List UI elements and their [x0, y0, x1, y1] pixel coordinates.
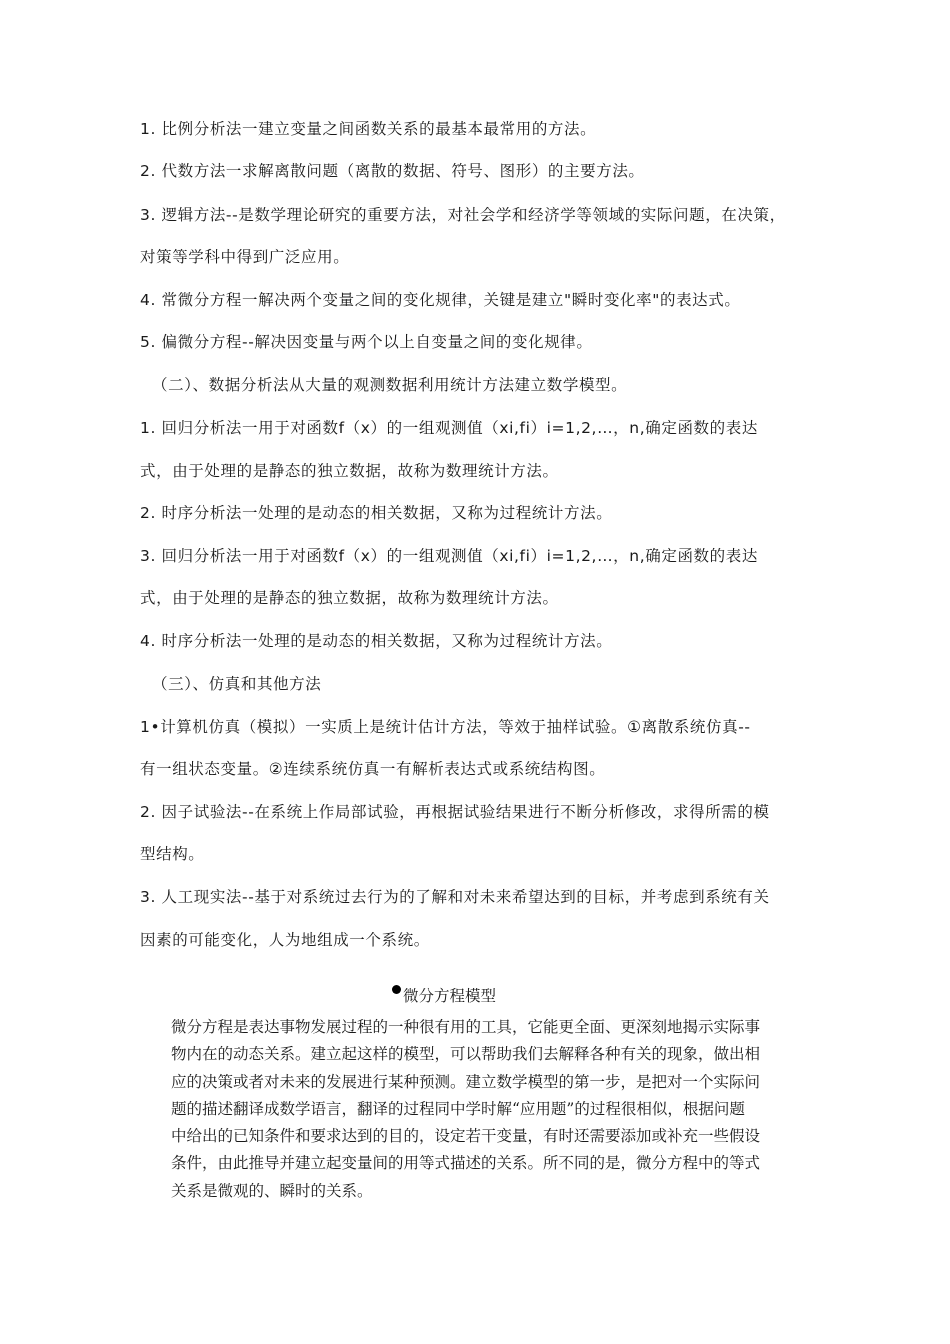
- list-item-continuation: 对策等学科中得到广泛应用。: [140, 248, 350, 266]
- list-item: 1•计算机仿真（模拟）一实质上是统计估计方法，等效于抽样试验。①离散系统仿真--: [140, 718, 751, 736]
- list-item: 5. 偏微分方程--解决因变量与两个以上自变量之间的变化规律。: [140, 333, 593, 351]
- section-title: [392, 985, 496, 1007]
- list-item-continuation: 式，由于处理的是静态的独立数据，故称为数理统计方法。: [140, 462, 559, 480]
- paragraph-line: 条件，由此推导并建立起变量间的用等式描述的关系。所不同的是，微分方程中的等式: [171, 1154, 761, 1173]
- list-item: 3. 逻辑方法--是数学理论研究的重要方法，对社会学和经济学等领域的实际问题，在决策，: [140, 206, 786, 224]
- section-heading: （三）、仿真和其他方法: [152, 675, 322, 693]
- section-paragraph: [171, 1014, 821, 1205]
- paragraph-line: 中给出的已知条件和要求达到的目的，设定若干变量，有时还需要添加或补充一些假设: [171, 1127, 761, 1146]
- list-item-continuation: 因素的可能变化，人为地组成一个系统。: [140, 931, 430, 949]
- list-item: 4. 常微分方程一解决两个变量之间的变化规律，关键是建立"瞬时变化率"的表达式。: [140, 291, 741, 309]
- list-item: 2. 代数方法一求解离散问题（离散的数据、符号、图形）的主要方法。: [140, 162, 645, 180]
- list-item: 1. 回归分析法一用于对函数f（x）的一组观测值（xi,fi）i=1,2,…，n,确定函数的表达: [140, 419, 758, 437]
- list-item-continuation: 有一组状态变量。②连续系统仿真一有解析表达式或系统结构图。: [140, 760, 606, 778]
- list-item: 2. 因子试验法--在系统上作局部试验，再根据试验结果进行不断分析修改，求得所需的模: [140, 803, 770, 821]
- list-item: 3. 人工现实法--基于对系统过去行为的了解和对未来希望达到的目标，并考虑到系统有关: [140, 888, 770, 906]
- paragraph-line: 关系是微观的、瞬时的关系。: [171, 1181, 373, 1200]
- paragraph-line: 题的描述翻译成数学语言，翻译的过程同中学时解“应用题”的过程很相似，根据问题: [171, 1099, 745, 1118]
- paragraph-line: 微分方程是表达事物发展过程的一种很有用的工具，它能更全面、更深刻地揭示实际事: [171, 1018, 761, 1036]
- list-item: 3. 回归分析法一用于对函数f（x）的一组观测值（xi,fi）i=1,2,…，n,确定函数的表达: [140, 547, 758, 565]
- section-heading: （二）、数据分析法从大量的观测数据利用统计方法建立数学模型。: [152, 376, 628, 394]
- list-item-continuation: 型结构。: [140, 845, 205, 863]
- bullet-icon: [392, 985, 401, 994]
- list-item: 1. 比例分析法一建立变量之间函数关系的最基本最常用的方法。: [140, 120, 597, 138]
- section-title-text: 微分方程模型: [403, 987, 497, 1005]
- list-item: 4. 时序分析法一处理的是动态的相关数据，又称为过程统计方法。: [140, 632, 613, 650]
- list-item-continuation: 式，由于处理的是静态的独立数据，故称为数理统计方法。: [140, 589, 559, 607]
- list-item: 2. 时序分析法一处理的是动态的相关数据，又称为过程统计方法。: [140, 504, 613, 522]
- paragraph-line: 应的决策或者对未来的发展进行某种预测。建立数学模型的第一步，是把对一个实际问: [171, 1072, 761, 1091]
- paragraph-line: 物内在的动态关系。建立起这样的模型，可以帮助我们去解释各种有关的现象，做出相: [171, 1045, 761, 1064]
